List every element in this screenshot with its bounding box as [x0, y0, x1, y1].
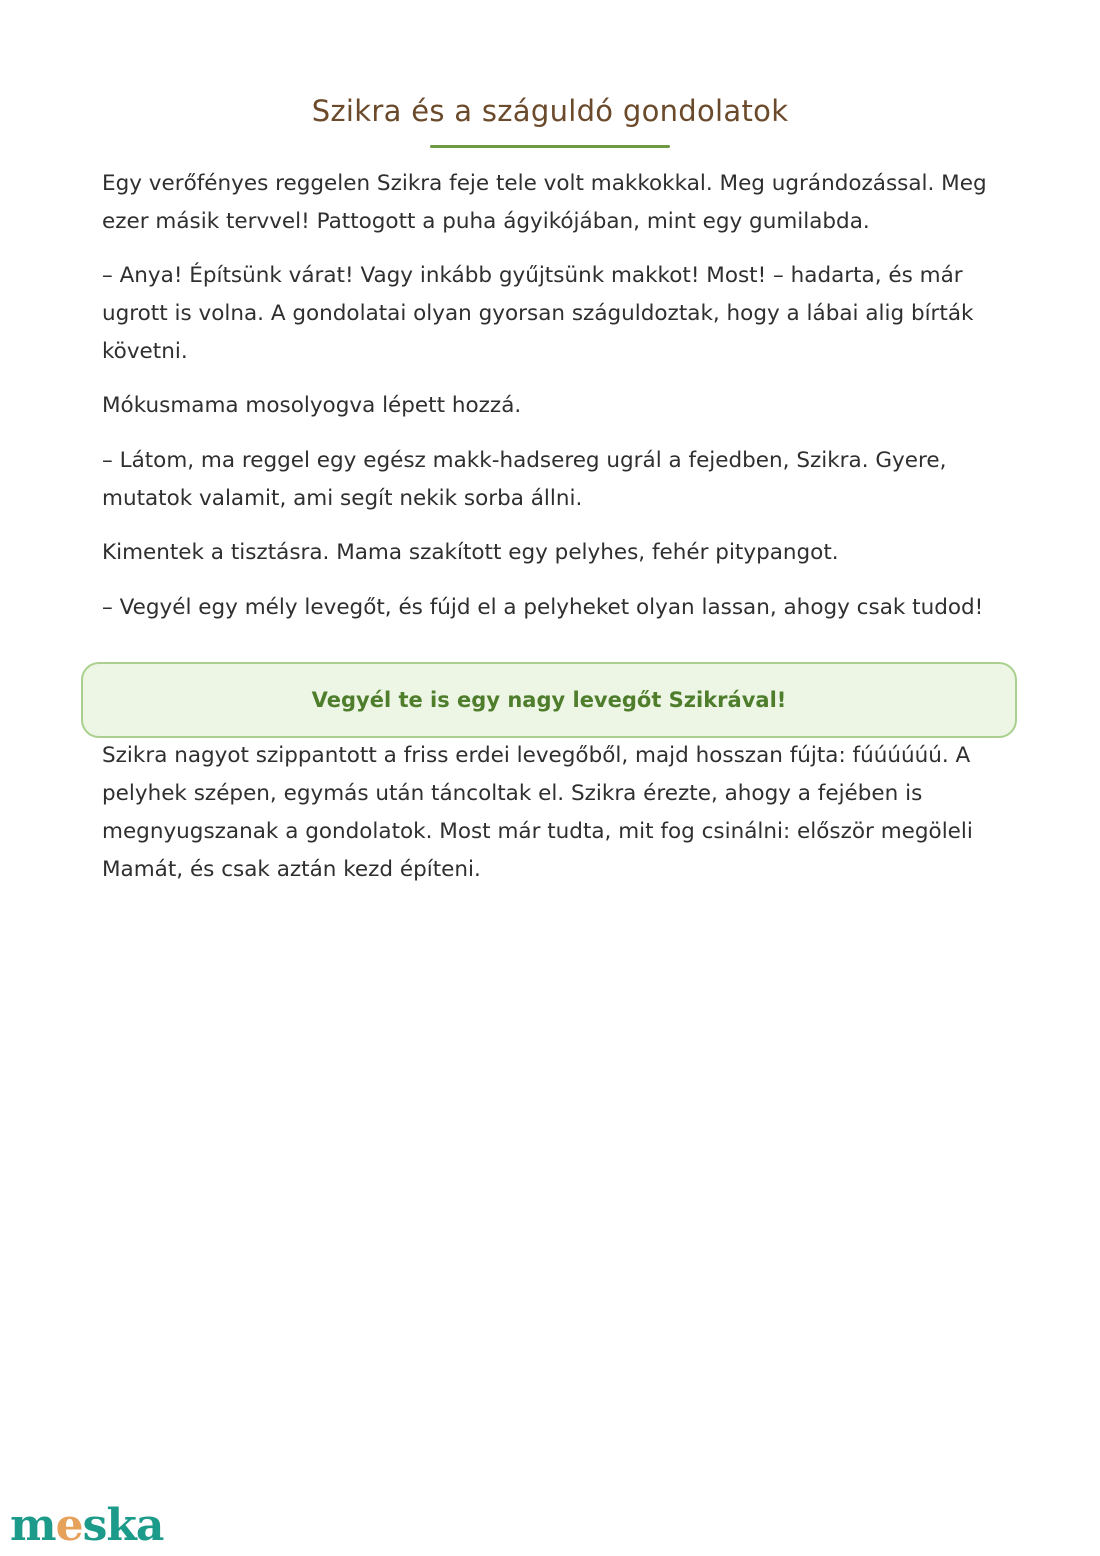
story-paragraph-2: – Anya! Építsünk várat! Vagy inkább gyűjtsünk makkot! Most! – hadarta, és már ugrott is volna. A gondolatai olyan gyorsan száguldoztak, hogy a lábai alig bírták követni. — [102, 263, 974, 364]
callout-text: Vegyél te is egy nagy levegőt Szikrával! — [311, 688, 787, 712]
page-title: Szikra és a száguldó gondolatok — [311, 94, 789, 128]
meska-logo — [10, 1496, 163, 1556]
story-paragraph-1: Egy verőfényes reggelen Szikra feje tele volt makkokkal. Meg ugrándozással. Meg ezer másik tervvel! Pattogott a puha ágyikójában, mint egy gumilabda. — [102, 171, 987, 234]
title-underline — [430, 145, 670, 148]
story-paragraph-4: – Látom, ma reggel egy egész makk-hadsereg ugrál a fejedben, Szikra. Gyere, mutatok valamit, ami segít nekik sorba állni. — [102, 448, 947, 511]
logo-letter-m: m — [10, 1500, 56, 1551]
logo-letters-ska: ska — [82, 1500, 164, 1551]
story-paragraph-6: – Vegyél egy mély levegőt, és fújd el a pelyheket olyan lassan, ahogy csak tudod! — [102, 595, 984, 620]
story-paragraph-3: Mókusmama mosolyogva lépett hozzá. — [102, 393, 522, 418]
story-paragraph-5: Kimentek a tisztásra. Mama szakított egy pelyhes, fehér pitypangot. — [102, 540, 839, 565]
breathing-callout-box — [81, 662, 1017, 738]
logo-letter-e: e — [55, 1500, 83, 1551]
story-paragraph-7: Szikra nagyot szippantott a friss erdei levegőből, majd hosszan fújta: fúúúúúú. A pelyhek szépen, egymás után táncoltak el. Szikra érezte, ahogy a fejében is megnyugszanak a gondolatok. Most már tudta, mit fog csinálni: először megöleli Mamát, és csak aztán kezd építeni. — [102, 743, 973, 882]
